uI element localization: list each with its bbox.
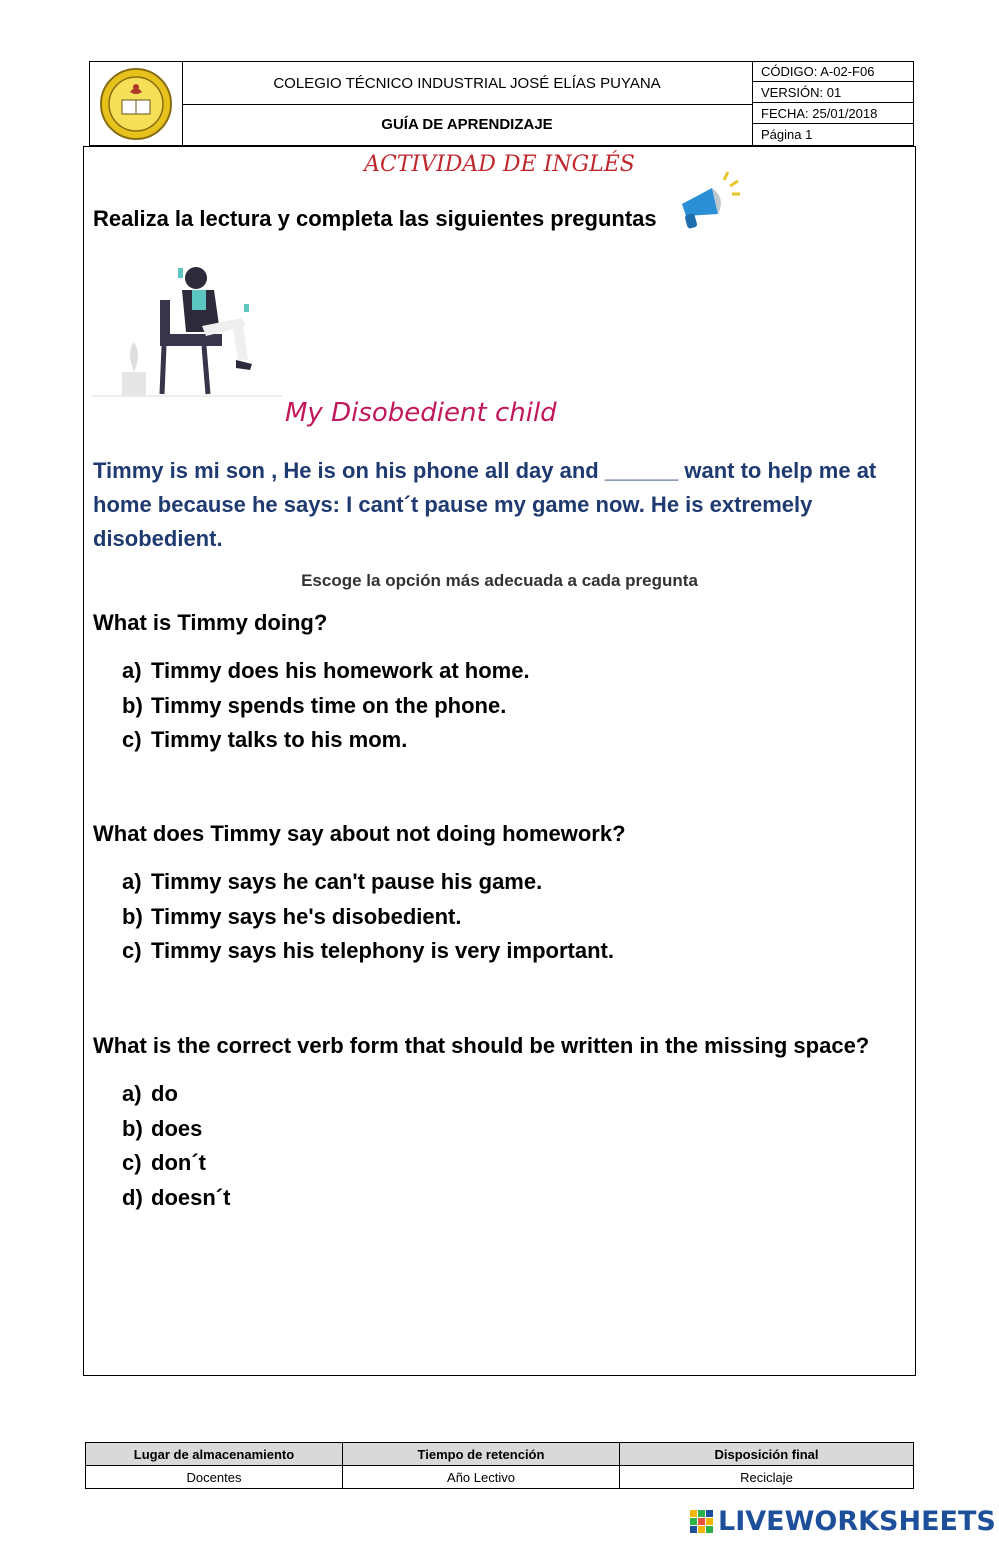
header-retention: Tiempo de retención	[343, 1443, 620, 1466]
option-3a[interactable]	[122, 1077, 230, 1112]
story-title: My Disobedient child	[285, 398, 557, 428]
value-retention: Año Lectivo	[343, 1466, 620, 1489]
option-letter: c)	[122, 1150, 142, 1175]
option-text: do	[151, 1081, 178, 1106]
question-1-options	[122, 654, 530, 758]
retention-value-row	[86, 1466, 914, 1489]
header-storage: Lugar de almacenamiento	[86, 1443, 343, 1466]
option-text: does	[151, 1115, 203, 1141]
value-disposition: Reciclaje	[620, 1466, 914, 1489]
option-3d[interactable]	[122, 1181, 230, 1216]
option-text: Timmy says his telephony is very important.	[151, 938, 614, 963]
story-text: Timmy is mi son , He is on his phone all day and ______ want to help me at home because he says: I cant´t pause my game now. He is extremely disobedient.	[93, 458, 877, 551]
option-letter: b)	[122, 903, 143, 929]
option-2a[interactable]	[122, 865, 614, 900]
option-text: doesn´t	[151, 1184, 231, 1210]
option-text: Timmy does his homework at home.	[151, 658, 530, 683]
option-letter: d)	[122, 1184, 143, 1210]
option-letter: a)	[122, 658, 142, 683]
school-seal-icon	[90, 62, 182, 145]
liveworksheets-logo[interactable]	[690, 1506, 996, 1537]
question-1: What is Timmy doing?	[93, 610, 328, 635]
option-3c[interactable]	[122, 1146, 230, 1181]
option-letter: b)	[122, 1115, 143, 1141]
option-3b[interactable]	[122, 1112, 230, 1147]
guide-title: GUÍA DE APRENDIZAJE	[182, 104, 753, 145]
option-letter: b)	[122, 692, 143, 718]
option-text: Timmy says he's disobedient.	[151, 903, 462, 929]
option-2c[interactable]	[122, 934, 614, 969]
code-field: CÓDIGO: A-02-F06	[753, 62, 913, 82]
page-field: Página 1	[761, 127, 813, 142]
version-field: VERSIÓN: 01	[753, 83, 913, 103]
instruction-text: Realiza la lectura y completa las siguientes preguntas	[93, 206, 657, 231]
brand-text: LIVEWORKSHEETS	[718, 1506, 996, 1537]
megaphone-icon	[672, 170, 742, 234]
document-header	[89, 61, 914, 146]
question-3: What is the correct verb form that should be written in the missing space?	[93, 1033, 870, 1058]
logo-cell	[90, 62, 183, 145]
retention-table	[85, 1442, 914, 1489]
question-2-options	[122, 865, 614, 969]
activity-title: ACTIVIDAD DE INGLÉS	[364, 152, 635, 177]
question-2: What does Timmy say about not doing homework?	[93, 821, 626, 846]
option-text: Timmy says he can't pause his game.	[151, 869, 543, 894]
question-3-options	[122, 1077, 230, 1215]
choose-instruction: Escoge la opción más adecuada a cada pregunta	[301, 571, 698, 590]
school-name: COLEGIO TÉCNICO INDUSTRIAL JOSÉ ELÍAS PUYANA	[182, 62, 753, 105]
option-text: Timmy talks to his mom.	[151, 727, 408, 752]
option-text: Timmy spends time on the phone.	[151, 692, 507, 718]
date-field: FECHA: 25/01/2018	[753, 104, 913, 124]
liveworksheets-blocks-icon	[690, 1510, 714, 1534]
value-storage: Docentes	[86, 1466, 343, 1489]
option-1a[interactable]	[122, 654, 530, 689]
option-letter: a)	[122, 869, 142, 894]
option-2b[interactable]	[122, 900, 614, 935]
option-1b[interactable]	[122, 689, 530, 724]
option-1c[interactable]	[122, 723, 530, 758]
option-letter: c)	[122, 727, 142, 752]
girl-on-phone-illustration	[92, 260, 282, 400]
option-letter: c)	[122, 938, 142, 963]
header-disposition: Disposición final	[620, 1443, 914, 1466]
retention-header-row	[86, 1443, 914, 1466]
option-text: don´t	[151, 1150, 206, 1175]
option-letter: a)	[122, 1081, 142, 1106]
